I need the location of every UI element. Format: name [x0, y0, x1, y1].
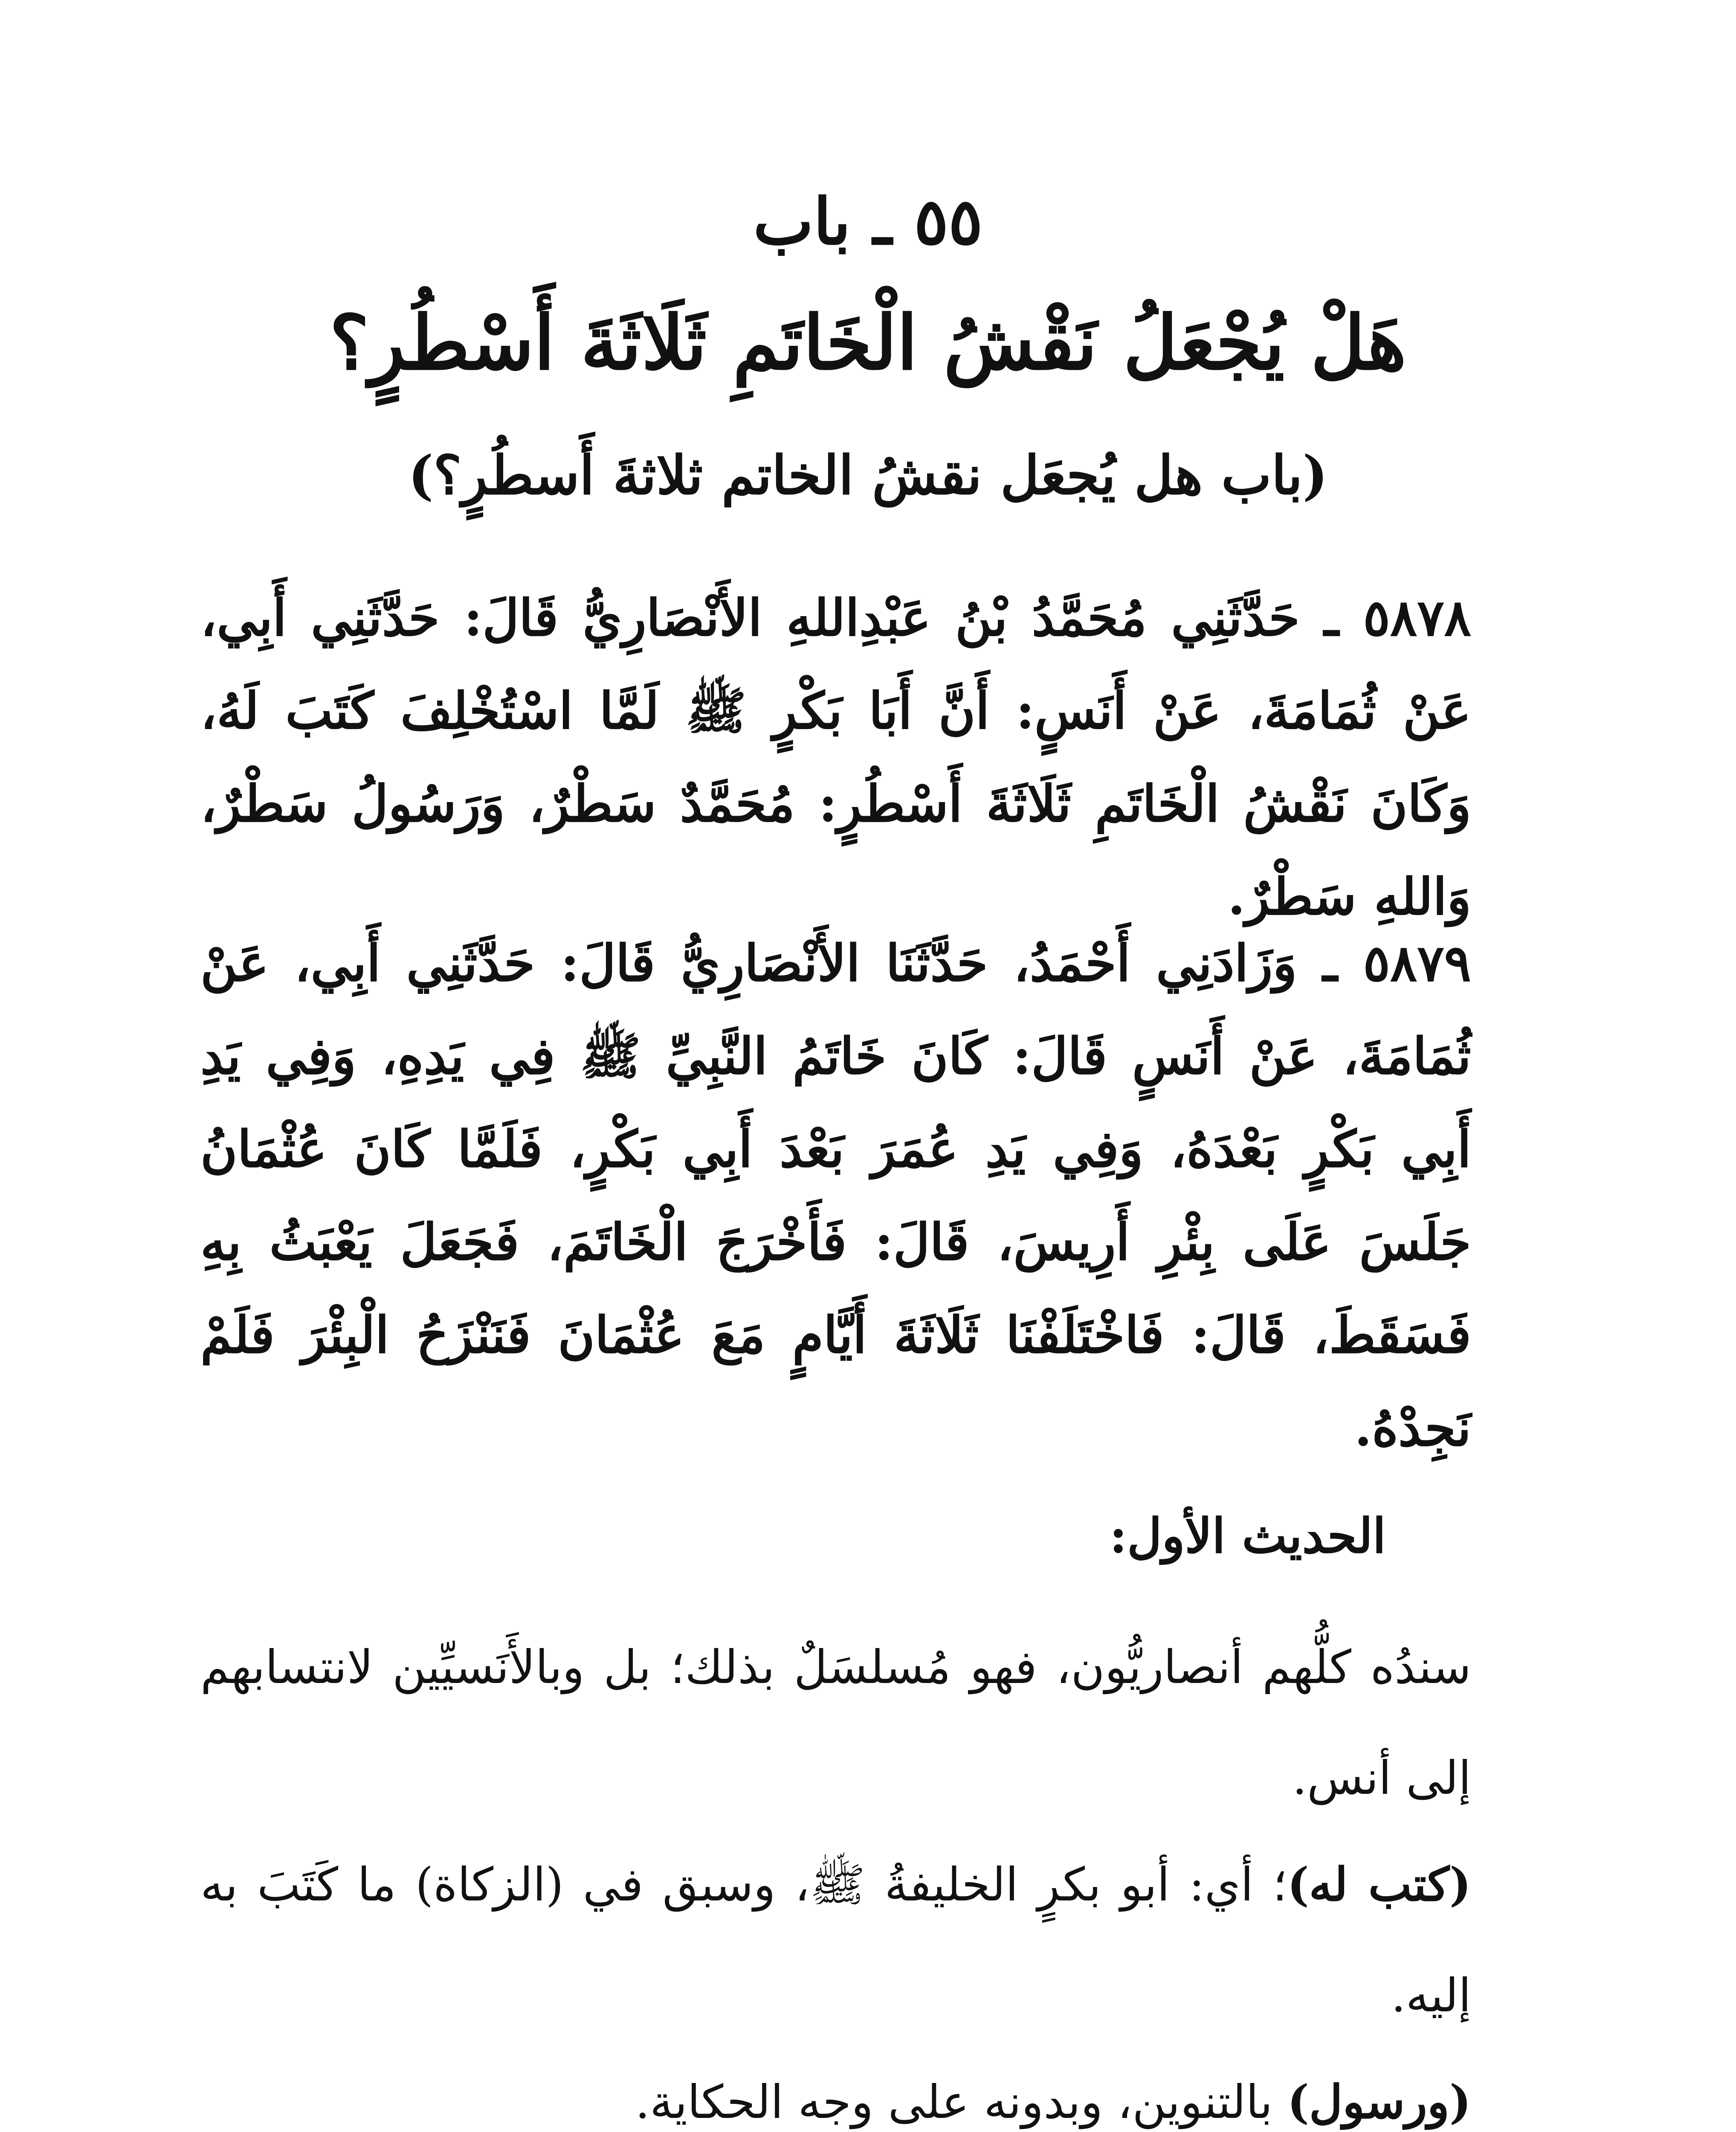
commentary-heading: الحديث الأول:: [1109, 1508, 1386, 1564]
commentary-text: بالتنوين، وبدونه على وجه الحكاية.: [635, 2076, 1287, 2129]
hadith-5878: ٥٨٧٨ ـ حَدَّثَنِي مُحَمَّدُ بْنُ عَبْدِاللهِ الأَنْصَارِيُّ قَالَ: حَدَّثَنِي أَبِي، عَنْ ثُمَامَةَ، عَنْ أَنَسٍ: أَنَّ أَبَا بَكْرٍ ﷺ لَمَّا اسْتُخْلِفَ كَتَبَ لَهُ، وَكَانَ نَقْشُ الْخَاتَمِ ثَلَاثَةَ أَسْطُرٍ: مُحَمَّدٌ سَطْرٌ، وَرَسُولُ سَطْرٌ، وَاللهِ سَطْرٌ.: [200, 588, 1471, 926]
hadith-5879: ٥٨٧٩ ـ وَزَادَنِي أَحْمَدُ، حَدَّثَنَا الأَنْصَارِيُّ قَالَ: حَدَّثَنِي أَبِي، عَنْ ثُمَامَةَ، عَنْ أَنَسٍ قَالَ: كَانَ خَاتَمُ النَّبِيِّ ﷺ فِي يَدِهِ، وَفِي يَدِ أَبِي بَكْرٍ بَعْدَهُ، وَفِي يَدِ عُمَرَ بَعْدَ أَبِي بَكْرٍ، فَلَمَّا كَانَ عُثْمَانُ جَلَسَ عَلَى بِئْرِ أَرِيسَ، قَالَ: فَأَخْرَجَ الْخَاتَمَ، فَجَعَلَ يَعْبَثُ بِهِ فَسَقَطَ، قَالَ: فَاخْتَلَفْنَا ثَلَاثَةَ أَيَّامٍ مَعَ عُثْمَانَ فَنَنْزَحُ الْبِئْرَ فَلَمْ نَجِدْهُ.: [200, 933, 1471, 1457]
chapter-number: ٥٥ ـ باب: [753, 184, 983, 259]
commentary-text: ؛ أي: أبو بكرٍ الخليفةُ ﷺ، وسبق في (الزكاة) ما كَتَبَ به إليه.: [200, 1858, 1471, 2022]
commentary-paragraph: [200, 1829, 1471, 2051]
commentary-paragraph: [200, 1612, 1471, 1834]
commentary-keyword: (كتب له): [1287, 1858, 1471, 1912]
chapter-subtitle: (باب هل يُجعَل نقشُ الخاتم ثلاثةَ أَسطُرٍ؟): [408, 444, 1328, 507]
commentary-keyword: (ورسول): [1287, 2075, 1471, 2129]
chapter-title: هَلْ يُجْعَلُ نَقْشُ الْخَاتَمِ ثَلَاثَةَ أَسْطُرٍ؟: [329, 299, 1407, 387]
commentary-text: سندُه كلُّهم أنصاريُّون، فهو مُسلسَلٌ بذلك؛ بل وبالأَنَسيِّين لانتسابهم إلى أنس.: [200, 1641, 1471, 1805]
commentary-paragraph: [200, 2047, 1471, 2132]
